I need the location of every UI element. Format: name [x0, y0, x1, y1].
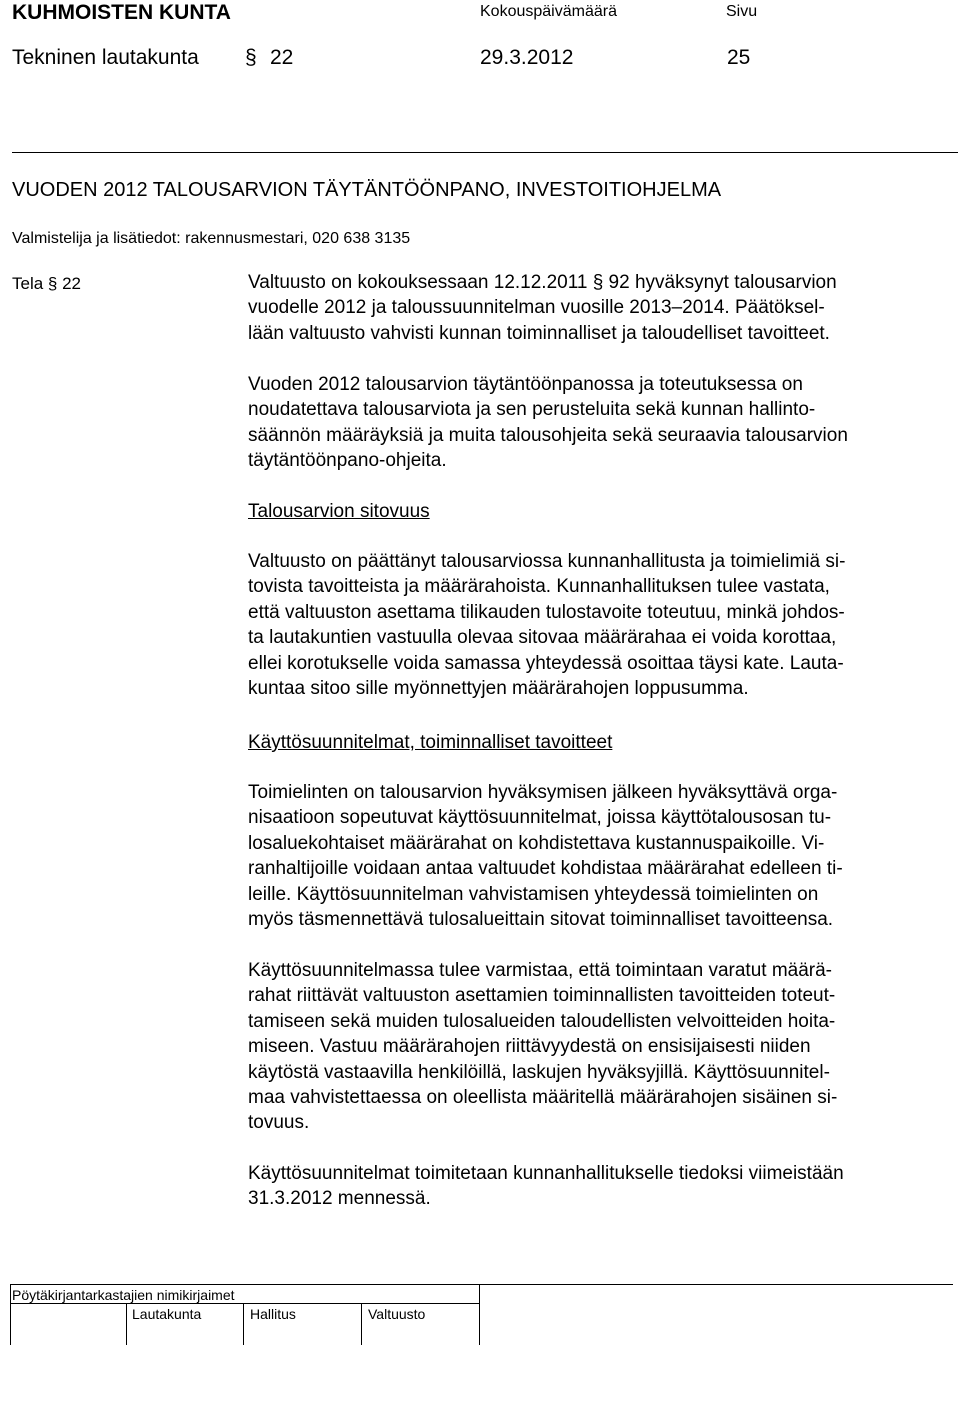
text-line: Käyttösuunnitelmat toimitetaan kunnanhallitukselle tiedoksi viimeistään [248, 1163, 844, 1184]
text-line: säännön määräyksiä ja muita talousohjeita sekä seuraavia talousarvion [248, 424, 848, 446]
text-line: noudatettava talousarviota ja sen perusteluita sekä kunnan hallinto- [248, 399, 816, 421]
text-line: että valtuuston asettama tilikauden tulostavoite toteutuu, minkä johdos- [248, 601, 845, 623]
heading-text: Käyttösuunnitelmat, toiminnalliset tavoitteet [248, 732, 613, 753]
signature-table-border [10, 1285, 11, 1345]
text-line: 31.3.2012 mennessä. [248, 1188, 431, 1210]
signature-hallitus-label: Hallitus [250, 1306, 296, 1322]
heading-text: Talousarvion sitovuus [248, 501, 430, 522]
text-line: Valtuusto on kokouksessaan 12.12.2011 § 92 hyväksynyt talousarvion [248, 272, 837, 293]
signature-table-border [479, 1285, 480, 1345]
text-line: täytäntöönpano-ohjeita. [248, 450, 447, 472]
text-line: tovista tavoitteista ja määrärahoista. Kunnanhallituksen tulee vastata, [248, 576, 830, 598]
section-symbol: § [245, 46, 257, 69]
text-line: leille. Käyttösuunnitelman vahvistamisen yhteydessä toimielinten on [248, 883, 819, 905]
signature-table-border [126, 1303, 127, 1345]
text-line: Vuoden 2012 talousarvion täytäntöönpanossa ja toteutuksessa on [248, 374, 803, 395]
text-line: miseen. Vastuu määrärahojen riittävyydestä on ensisijaisesti niiden [248, 1036, 811, 1058]
paragraph-2 [248, 372, 954, 474]
text-line: rahat riittävät valtuuston asettamien toiminnallisten tavoitteiden toteut- [248, 985, 836, 1007]
paragraph-5 [248, 958, 954, 1136]
document-title: VUODEN 2012 TALOUSARVION TÄYTÄNTÖÖNPANO, INVESTOITIOHJELMA [12, 179, 722, 201]
text-line: losaluekohtaiset määrärahat on kohdistettava kustannuspaikoille. Vi- [248, 832, 825, 854]
text-line: kuntaa sitoo sille myönnettyjen määrärahojen loppusumma. [248, 678, 749, 700]
signature-table-border [243, 1303, 244, 1345]
signature-table-border [361, 1303, 362, 1345]
section-heading-sitovuus [248, 499, 954, 524]
text-line: tamiseen sekä muiden tulosalueiden taloudellisten velvoitteiden hoita- [248, 1010, 836, 1032]
text-line: Valtuusto on päättänyt talousarviossa kunnanhallitusta ja toimielimiä si- [248, 551, 846, 572]
text-line: maa vahvistettaessa on oleellista määritellä määrärahojen sisäinen si- [248, 1087, 838, 1109]
tela-reference: Tela § 22 [12, 274, 81, 293]
paragraph-6 [248, 1161, 954, 1212]
signature-valtuusto-label: Valtuusto [368, 1306, 426, 1322]
header-divider [12, 152, 958, 153]
paragraph-1 [248, 270, 954, 346]
page-number: 25 [727, 46, 751, 69]
text-line: tovuus. [248, 1112, 310, 1134]
text-line: myös täsmennettävä tulosalueittain sitovat toiminnalliset tavoitteensa. [248, 909, 834, 931]
text-line: ranhaltijoille voidaan antaa valtuudet kohdistaa määrärahat edelleen ti- [248, 858, 843, 880]
committee-name: Tekninen lautakunta [12, 46, 199, 69]
section-heading-kayttosuunnitelmat [248, 730, 954, 755]
organization-name: KUHMOISTEN KUNTA [12, 1, 231, 24]
text-line: Toimielinten on talousarvion hyväksymisen jälkeen hyväksyttävä orga- [248, 782, 838, 803]
text-line: ellei korotukselle voida samassa yhteydessä osoittaa täysi kate. Lauta- [248, 652, 844, 674]
paragraph-3 [248, 549, 954, 701]
text-line: ta lautakuntien vastuulla olevaa sitovaa määrärahaa ei voida korottaa, [248, 627, 837, 649]
text-line: nisaatioon sopeutuvat käyttösuunnitelmat, joissa käyttötalousosan tu- [248, 807, 832, 829]
text-line: käytöstä vastaavilla henkilöillä, laskujen hyväksyjillä. Käyttösuunnitel- [248, 1061, 830, 1083]
signature-lautakunta-label: Lautakunta [132, 1306, 202, 1322]
text-line: Käyttösuunnitelmassa tulee varmistaa, että toimintaan varatut määrä- [248, 960, 833, 981]
signatures-label: Pöytäkirjantarkastajien nimikirjaimet [12, 1287, 235, 1303]
text-line: lään valtuusto vahvisti kunnan toiminnalliset ja taloudelliset tavoitteet. [248, 322, 830, 344]
meeting-date: 29.3.2012 [480, 46, 574, 69]
page-label: Sivu [726, 3, 758, 20]
text-line: vuodelle 2012 ja taloussuunnitelman vuosille 2013–2014. Päätöksel- [248, 297, 825, 319]
signature-table-top-border [10, 1284, 953, 1285]
meeting-date-label: Kokouspäivämäärä [480, 3, 617, 20]
paragraph-4 [248, 780, 954, 932]
preparer-info: Valmistelija ja lisätiedot: rakennusmestari, 020 638 3135 [12, 230, 411, 247]
section-number: 22 [270, 46, 294, 69]
